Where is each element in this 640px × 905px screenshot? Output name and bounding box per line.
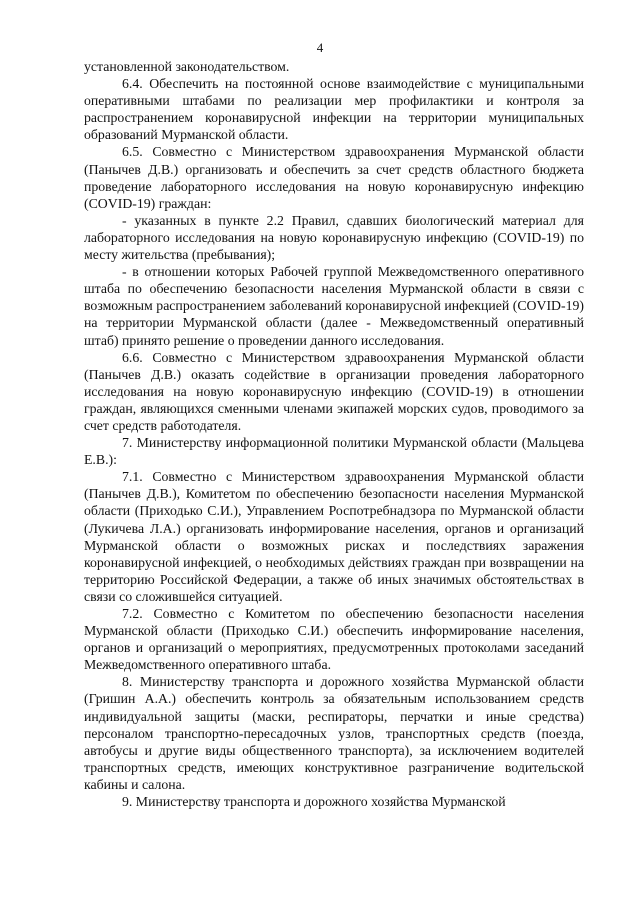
- paragraph-6-5-item-1: - указанных в пункте 2.2 Правил, сдавших биологический материал для лабораторного исследования на новую коронавирусную инфекцию (COVID-19) по месту жительства (пребывания);: [84, 212, 584, 263]
- document-body: [84, 58, 584, 810]
- paragraph-6-6: 6.6. Совместно с Министерством здравоохранения Мурманской области (Панычев Д.В.) оказать содействие в организации проведения лабораторного исследования на новую коронавирусную инфекцию (COVID-19) в отношении граждан, являющихся сменными членами экипажей морских судов, проводимого за счет средств работодателя.: [84, 349, 584, 433]
- paragraph-6-5: 6.5. Совместно с Министерством здравоохранения Мурманской области (Панычев Д.В.) организовать и обеспечить за счет средств областного бюджета проведение лабораторного исследования на новую коронавирусную инфекцию (COVID-19) граждан:: [84, 144, 584, 211]
- paragraph-6-5-item-2: - в отношении которых Рабочей группой Межведомственного оперативного штаба по обеспечению безопасности населения Мурманской области в связи с возможным распространением заболеваний коронавирусной инфекцией (COVID-19) на территории Мурманской области (далее - Межведомственный оперативный штаб) принято решение о проведении данного исследования.: [84, 264, 584, 348]
- paragraph-7-2: 7.2. Совместно с Комитетом по обеспечению безопасности населения Мурманской области (Приходько С.И.) обеспечить информирование населения, органов и организаций о мероприятиях, предусмотренных протоколами заседаний Межведомственного оперативного штаба.: [84, 606, 584, 673]
- paragraph-6-4: 6.4. Обеспечить на постоянной основе взаимодействие с муниципальными оперативными штабами по реализации мер профилактики и контроля за распространением коронавирусной инфекции на территории муниципальных образований Мурманской области.: [84, 76, 584, 143]
- paragraph-7: 7. Министерству информационной политики Мурманской области (Мальцева Е.В.):: [84, 435, 584, 468]
- page-number: 4: [316, 40, 324, 55]
- paragraph-8: 8. Министерству транспорта и дорожного хозяйства Мурманской области (Гришин А.А.) обеспечить контроль за обязательным использованием средств индивидуальной защиты (маски, респираторы, перчатки и иные средства) персоналом транспортно-пересадочных узлов, транспортных средств (поезда, автобусы и другие виды общественного транспорта), за исключением водителей транспортных средств, имеющих конструктивное разграничение водительской кабины и салона.: [84, 674, 584, 792]
- paragraph-7-1: 7.1. Совместно с Министерством здравоохранения Мурманской области (Панычев Д.В.), Комитетом по обеспечению безопасности населения Мурманской области (Приходько С.И.), Управлением Роспотребнадзора по Мурманской области (Лукичева Л.А.) организовать информирование населения, органов и организаций Мурманской области о возможных рисках и последствиях заражения коронавирусной инфекцией, о необходимых действиях граждан при возвращении на территорию Российской Федерации, а также об иных значимых обстоятельствах в связи со сложившейся ситуацией.: [84, 469, 584, 604]
- paragraph-continuation: установленной законодательством.: [84, 59, 290, 74]
- paragraph-9: 9. Министерству транспорта и дорожного хозяйства Мурманской: [122, 794, 506, 810]
